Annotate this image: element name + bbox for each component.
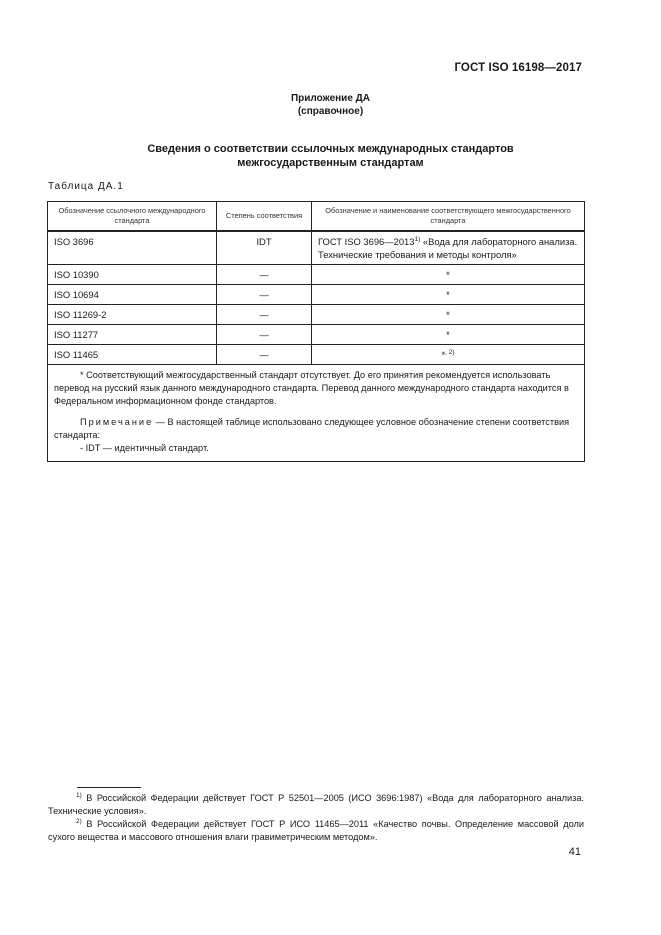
cell-degree: — <box>217 325 312 345</box>
footnote-2 <box>48 818 584 844</box>
table-row <box>48 325 585 345</box>
table-caption: Таблица ДА.1 <box>48 181 124 192</box>
table-row <box>48 265 585 285</box>
table-header-row <box>48 202 585 232</box>
cell-intl: ISO 11465 <box>48 345 217 365</box>
cell-degree: — <box>217 265 312 285</box>
table-row <box>48 305 585 325</box>
cell-intl: ISO 11269-2 <box>48 305 217 325</box>
national-title: «Вода для лабораторного анализа. Технические требования и методы контроля» <box>318 236 578 260</box>
star-footnote: * Соответствующий межгосударственный стандарт отсутствует. До его принятия рекомендуется использовать перевод на русский язык данного международного стандарта. Перевод данного международного стандарта находится в Федеральном информационном фонде стандартов. <box>54 370 569 406</box>
header-national-standard: Обозначение и наименование соответствующего межгосударственного стандарта <box>312 202 585 232</box>
footnote-mark: 1) <box>76 791 82 799</box>
footnote-ref: , 2) <box>445 348 455 356</box>
appendix-title: Приложение ДА <box>290 93 371 104</box>
cell-intl: ISO 3696 <box>48 231 217 265</box>
note-item: - IDT — идентичный стандарт. <box>80 443 209 453</box>
footnote-separator <box>77 787 141 788</box>
footnote-ref: 1) <box>414 235 421 243</box>
footnote-mark: 2) <box>76 817 82 825</box>
cell-intl: ISO 11277 <box>48 325 217 345</box>
table-notes-row <box>48 365 585 462</box>
standards-table <box>47 201 585 462</box>
table-row <box>48 285 585 305</box>
header-degree: Степень соответствия <box>217 202 312 232</box>
footnote-text: В Российской Федерации действует ГОСТ Р ИСО 11465—2011 «Качество почвы. Определение массовой доли сухого вещества и массового отношения влаги гравиметрическим методом». <box>48 819 584 842</box>
header-intl-standard: Обозначение ссылочного международного стандарта <box>48 202 217 232</box>
section-title <box>0 142 661 170</box>
cell-national: * <box>312 265 585 285</box>
cell-national <box>312 231 585 265</box>
cell-intl: ISO 10390 <box>48 265 217 285</box>
cell-national: * <box>312 285 585 305</box>
document-code: ГОСТ ISO 16198—2017 <box>454 62 582 74</box>
table-notes <box>48 365 585 462</box>
note-label: Примечание <box>80 417 154 427</box>
cell-intl: ISO 10694 <box>48 285 217 305</box>
cell-degree: IDT <box>217 231 312 265</box>
page-number: 41 <box>568 846 581 858</box>
cell-degree: — <box>217 305 312 325</box>
cell-national <box>312 345 585 365</box>
note-text: — В настоящей таблице использовано следующее условное обозначение степени соответствия стандарта: <box>54 417 570 440</box>
section-title-line1: Сведения о соответствии ссылочных международных стандартов <box>147 143 514 155</box>
table-row <box>48 345 585 365</box>
appendix-heading <box>0 92 661 118</box>
cell-national: * <box>312 325 585 345</box>
section-title-line2: межгосударственным стандартам <box>237 157 424 169</box>
cell-degree: — <box>217 285 312 305</box>
appendix-subtitle: (справочное) <box>297 106 364 117</box>
national-mark: * <box>441 349 446 360</box>
table-note <box>54 416 578 442</box>
cell-degree: — <box>217 345 312 365</box>
footnote-1 <box>48 792 584 818</box>
footnote-text: В Российской Федерации действует ГОСТ Р 52501—2005 (ИСО 3696:1987) «Вода для лабораторного анализа. Технические условия». <box>48 793 584 816</box>
table-row <box>48 231 585 265</box>
cell-national: * <box>312 305 585 325</box>
national-code: ГОСТ ISO 3696—2013 <box>318 236 415 247</box>
